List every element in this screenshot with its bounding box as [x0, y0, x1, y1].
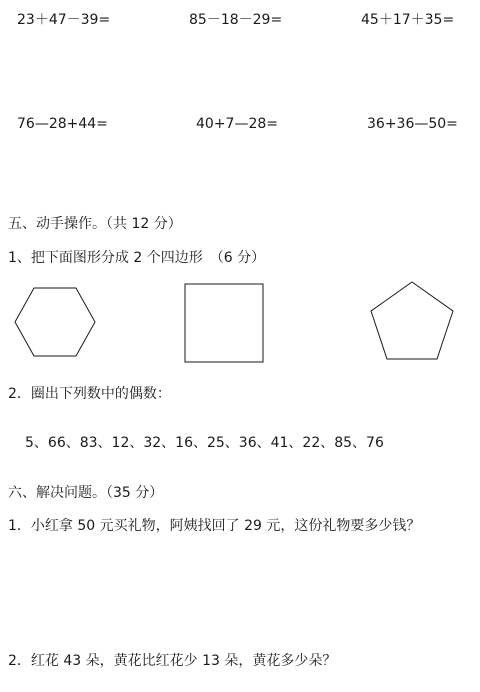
section-5-heading: 五、动手操作。（共 12 分） — [8, 216, 182, 232]
pentagon-icon — [369, 281, 455, 361]
number-list: 5、66、83、12、32、16、25、36、41、22、85、76 — [25, 435, 384, 451]
expression-1-1: 23＋47－39= — [17, 12, 111, 28]
square-icon — [184, 283, 264, 363]
question-5-1: 1、把下面图形分成 2 个四边形 （6 分） — [8, 250, 266, 266]
question-6-1: 1．小红拿 50 元买礼物，阿姨找回了 29 元，这份礼物要多少钱？ — [8, 518, 421, 534]
expression-2-1: 76—28+44= — [17, 116, 108, 132]
question-5-2: 2．圈出下列数中的偶数： — [8, 386, 171, 402]
expression-2-3: 36+36—50= — [367, 116, 458, 132]
question-6-2: 2．红花 43 朵，黄花比红花少 13 朵，黄花多少朵？ — [8, 653, 337, 669]
expression-1-3: 45＋17＋35= — [361, 12, 455, 28]
expression-2-2: 40+7—28= — [196, 116, 278, 132]
hexagon-icon — [14, 287, 96, 359]
section-6-heading: 六、解决问题。（35 分） — [8, 485, 164, 501]
expression-1-2: 85－18－29= — [189, 12, 283, 28]
